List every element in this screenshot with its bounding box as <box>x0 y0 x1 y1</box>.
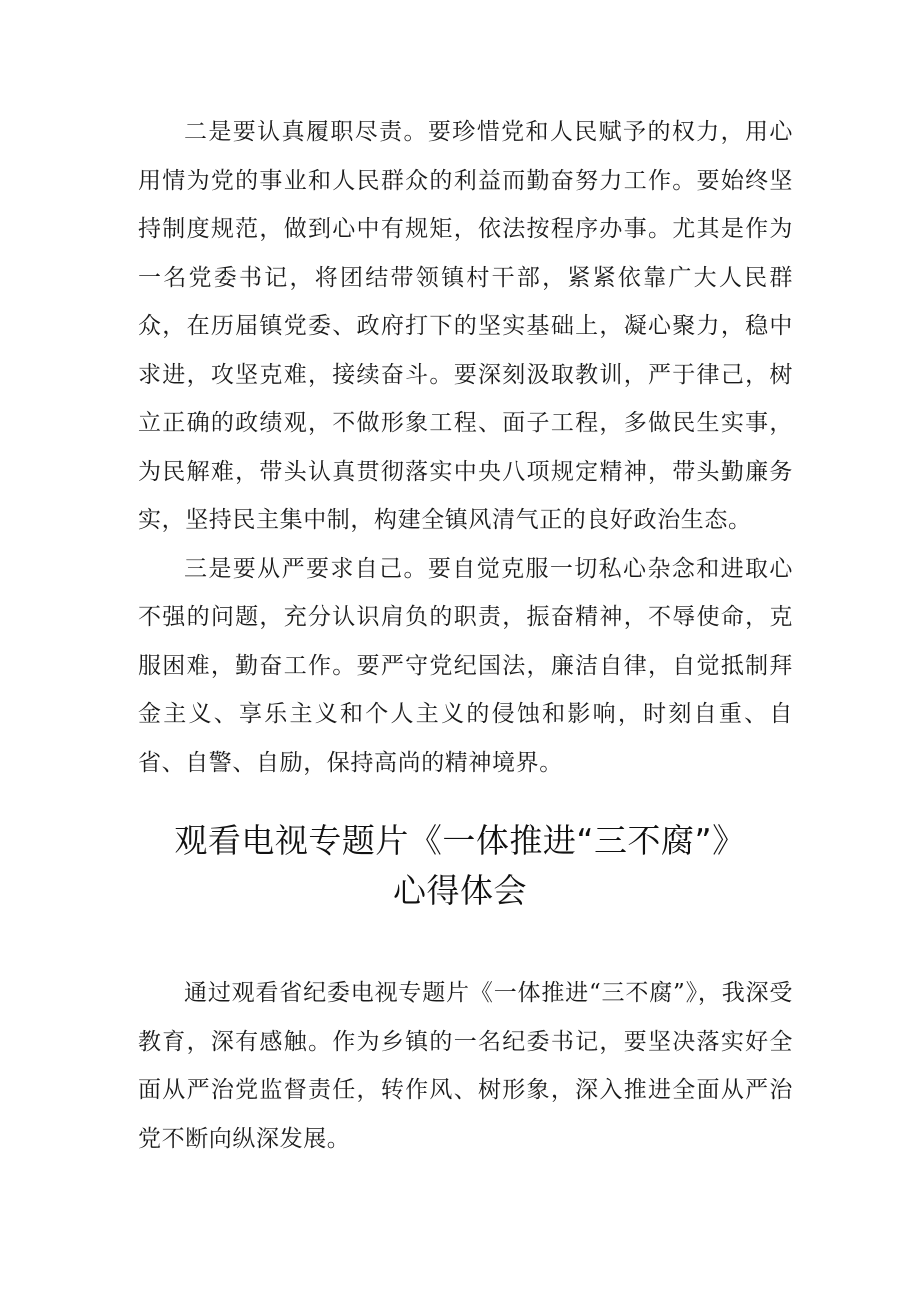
title-line-2: 心得体会 <box>393 871 527 910</box>
body-text-top <box>138 108 793 787</box>
paragraph-2: 二是要认真履职尽责。要珍惜党和人民赋予的权力，用心用情为党的事业和人民群众的利益而勤奋努力工作。要始终坚持制度规范，做到心中有规矩，依法按程序办事。尤其是作为一名党委书记，将团结带领镇村干部，紧紧依靠广大人民群众，在历届镇党委、政府打下的坚实基础上，凝心聚力，稳中求进，攻坚克难，接续奋斗。要深刻汲取教训，严于律己，树立正确的政绩观，不做形象工程、面子工程，多做民生实事，为民解难，带头认真贯彻落实中央八项规定精神，带头勤廉务实，坚持民主集中制，构建全镇风清气正的良好政治生态。 <box>138 119 793 533</box>
article-title <box>0 816 920 916</box>
body-text-bottom <box>138 969 793 1163</box>
paragraph-intro: 通过观看省纪委电视专题片《一体推进“三不腐”》，我深受教育，深有感触。作为乡镇的一名纪委书记，要坚决落实好全面从严治党监督责任，转作风、树形象，深入推进全面从严治党不断向纵深发展。 <box>138 980 793 1152</box>
paragraph-3: 三是要从严要求自己。要自觉克服一切私心杂念和进取心不强的问题，充分认识肩负的职责，振奋精神，不辱使命，克服困难，勤奋工作。要严守党纪国法，廉洁自律，自觉抵制拜金主义、享乐主义和个人主义的侵蚀和影响，时刻自重、自省、自警、自励，保持高尚的精神境界。 <box>138 555 793 776</box>
title-line-1: 观看电视专题片《一体推进“三不腐”》 <box>174 821 746 860</box>
